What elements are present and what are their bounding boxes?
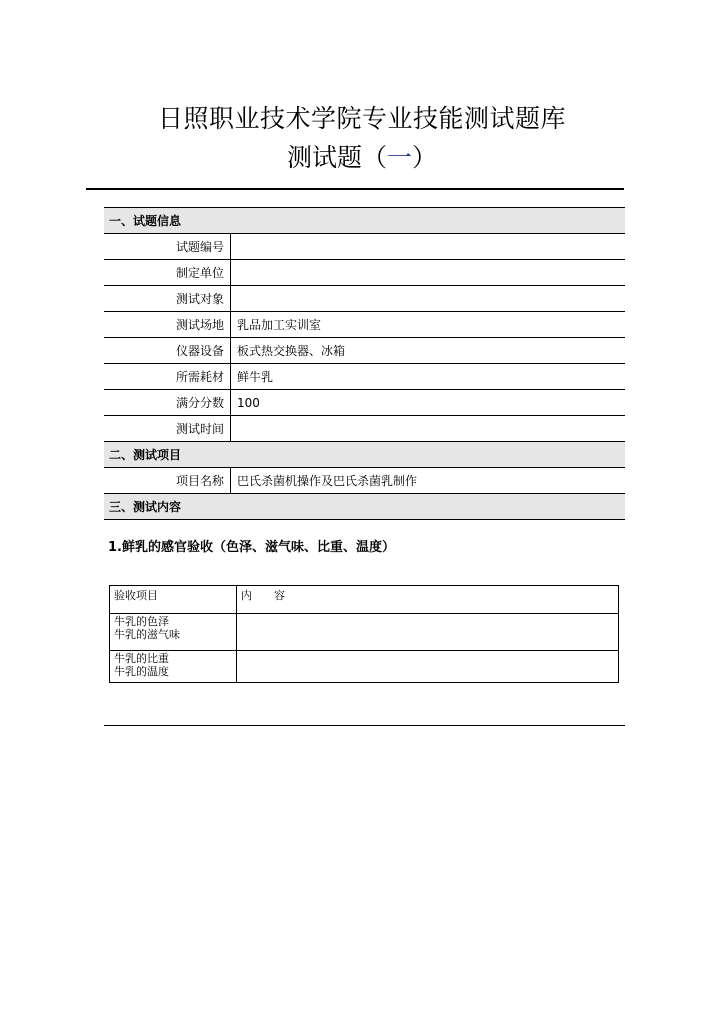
info-value bbox=[231, 286, 626, 312]
info-value: 鲜牛乳 bbox=[231, 364, 626, 390]
info-label: 所需耗材 bbox=[104, 364, 231, 390]
header-divider bbox=[86, 188, 624, 190]
content-heading: 1.鲜乳的感官验收（色泽、滋气味、比重、温度） bbox=[108, 540, 395, 555]
info-value bbox=[231, 260, 626, 286]
project-value: 巴氏杀菌机操作及巴氏杀菌乳制作 bbox=[231, 468, 626, 494]
subtitle-suffix: ） bbox=[412, 143, 438, 172]
section-header-project bbox=[104, 442, 625, 468]
acceptance-header-item: 验收项目 bbox=[110, 586, 237, 614]
acceptance-item bbox=[110, 651, 237, 683]
info-row-equipment bbox=[104, 338, 625, 364]
info-row-id bbox=[104, 234, 625, 260]
acceptance-item-line: 牛乳的色泽 bbox=[114, 615, 169, 628]
info-label: 测试时间 bbox=[104, 416, 231, 442]
section-title-project: 二、测试项目 bbox=[104, 442, 625, 468]
acceptance-item bbox=[110, 614, 237, 651]
info-value: 100 bbox=[231, 390, 626, 416]
info-value: 乳品加工实训室 bbox=[231, 312, 626, 338]
info-value: 板式热交换器、冰箱 bbox=[231, 338, 626, 364]
info-label: 测试场地 bbox=[104, 312, 231, 338]
info-label: 制定单位 bbox=[104, 260, 231, 286]
acceptance-content bbox=[237, 614, 619, 651]
section-header-info bbox=[104, 208, 625, 234]
subtitle-prefix: 测试题（ bbox=[286, 143, 387, 172]
acceptance-row bbox=[110, 614, 619, 651]
acceptance-row bbox=[110, 651, 619, 683]
document-subtitle bbox=[0, 138, 724, 174]
acceptance-header-row bbox=[110, 586, 619, 614]
info-row-project bbox=[104, 468, 625, 494]
document-title: 日照职业技术学院专业技能测试题库 bbox=[157, 104, 566, 133]
info-value bbox=[231, 234, 626, 260]
acceptance-item-line: 牛乳的比重 bbox=[114, 652, 169, 665]
acceptance-content bbox=[237, 651, 619, 683]
info-row-materials bbox=[104, 364, 625, 390]
info-label: 仪器设备 bbox=[104, 338, 231, 364]
info-value bbox=[231, 416, 626, 442]
info-label: 满分分数 bbox=[104, 390, 231, 416]
info-row-time bbox=[104, 416, 625, 442]
acceptance-header-content: 内 容 bbox=[237, 586, 619, 614]
acceptance-item-line: 牛乳的滋气味 bbox=[114, 628, 180, 641]
info-label: 试题编号 bbox=[104, 234, 231, 260]
section-title-content: 三、测试内容 bbox=[104, 494, 625, 520]
info-row-venue bbox=[104, 312, 625, 338]
info-row-target bbox=[104, 286, 625, 312]
acceptance-item-line: 牛乳的温度 bbox=[114, 665, 169, 678]
info-row-unit bbox=[104, 260, 625, 286]
test-info-table bbox=[104, 207, 625, 520]
subtitle-number: 一 bbox=[386, 143, 412, 172]
info-row-score bbox=[104, 390, 625, 416]
footer-divider bbox=[104, 725, 625, 726]
project-label: 项目名称 bbox=[104, 468, 231, 494]
section-header-content bbox=[104, 494, 625, 520]
acceptance-table bbox=[109, 585, 619, 683]
info-label: 测试对象 bbox=[104, 286, 231, 312]
section-title-info: 一、试题信息 bbox=[104, 208, 625, 234]
